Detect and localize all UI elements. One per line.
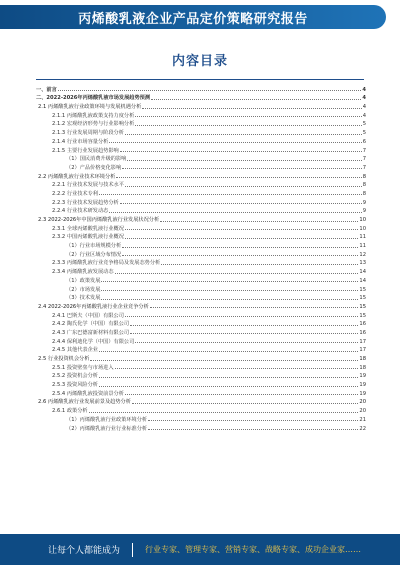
toc-entry[interactable] xyxy=(36,379,366,388)
toc-entry-page: 22 xyxy=(359,425,366,432)
toc-leader-dots xyxy=(101,290,358,291)
toc-entry[interactable] xyxy=(36,258,366,267)
toc-entry-text: 2.5.3 投资风险分析 xyxy=(52,382,98,389)
toc-entry-page: 8 xyxy=(362,182,366,189)
toc-entry[interactable] xyxy=(36,249,366,258)
toc-entry-text: 2.4.5 其他代表企业 xyxy=(52,347,98,354)
toc-entry-text: 2.3 2022-2026年中国丙烯酸乳液行业发展状况分析 xyxy=(38,217,160,223)
toc-entry-page: 19 xyxy=(359,382,366,389)
toc-leader-dots xyxy=(135,116,361,117)
toc-entry-text: 2.3.3 丙烯酸乳液行业竞争格局及发展态势分析 xyxy=(52,260,161,267)
toc-entry[interactable] xyxy=(36,301,366,310)
toc-entry[interactable] xyxy=(36,145,366,154)
toc-leader-dots xyxy=(142,108,361,109)
toc-entry-page: 5 xyxy=(362,121,366,128)
toc-leader-dots xyxy=(125,316,358,317)
toc-leader-dots xyxy=(99,351,358,352)
toc-entry[interactable] xyxy=(36,345,366,354)
toc-entry-page: 7 xyxy=(362,147,366,154)
toc-entry-text: 2.1.5 主要行业发展趋势影响 xyxy=(52,147,119,154)
toc-entry-page: 12 xyxy=(359,251,366,258)
toc-entry-page: 18 xyxy=(359,356,366,362)
toc-entry[interactable] xyxy=(36,405,366,414)
toc-entry[interactable] xyxy=(36,414,366,423)
toc-entry-page: 15 xyxy=(359,295,366,302)
toc-leader-dots xyxy=(148,429,358,430)
toc-entry-page: 10 xyxy=(359,225,366,232)
toc-leader-dots xyxy=(109,212,361,213)
toc-entry-page: 7 xyxy=(362,164,366,171)
toc-leader-dots xyxy=(125,186,362,187)
toc-entry-text: 二、2022-2026年丙烯酸乳液市场发展趋势预测 xyxy=(36,95,151,102)
toc-entry-text: 2.1.4 行业市场容量分析 xyxy=(52,138,109,145)
toc-leader-dots xyxy=(122,255,358,256)
toc-entry-text: （2）市场发展 xyxy=(66,286,101,293)
toc-entry-text: 2.3.4 丙烯酸乳液发展动态 xyxy=(52,269,114,276)
toc-leader-dots xyxy=(130,333,358,334)
toc-entry-text: （1）丙烯酸乳液行业政策环境分析 xyxy=(66,416,148,423)
toc-entry-text: 2.3.2 中国丙烯酸乳液行业概况 xyxy=(52,234,124,241)
toc-entry-text: （2）丙烯酸乳液行业行业标准分析 xyxy=(66,425,148,432)
toc-leader-dots xyxy=(148,420,358,421)
toc-entry-page: 16 xyxy=(359,321,366,328)
toc-entry[interactable] xyxy=(36,127,366,136)
toc-entry-text: 2.4.4 保利迪化学（中国）有限公司 xyxy=(52,338,135,345)
toc-entry-text: 2.5.1 投资壁垒与市场进入 xyxy=(52,364,114,371)
toc-entry[interactable] xyxy=(36,275,366,284)
toc-leader-dots xyxy=(135,125,361,126)
toc-entry-text: 2.1.3 行业发展周期与阶段分析 xyxy=(52,130,124,137)
toc-divider xyxy=(36,79,364,80)
toc-leader-dots xyxy=(120,151,362,152)
toc-entry-text: 2.1.2 宏观经济形势与行业影响分析 xyxy=(52,121,135,128)
toc-entry-text: 2.4.2 陶氏化学（中国）有限公司 xyxy=(52,321,130,328)
toc-entry-page: 4 xyxy=(362,104,366,111)
toc-entry-page: 11 xyxy=(359,234,366,241)
toc-entry-page: 11 xyxy=(359,243,366,250)
toc-entry-page: 9 xyxy=(362,199,366,206)
header xyxy=(0,0,400,36)
toc-leader-dots xyxy=(122,247,358,248)
toc-leader-dots xyxy=(90,360,358,361)
toc-entry[interactable] xyxy=(36,223,366,232)
toc-entry-page: 13 xyxy=(359,260,366,267)
toc-leader-dots xyxy=(130,325,358,326)
toc-leader-dots xyxy=(122,168,362,169)
toc-entry-page: 7 xyxy=(362,156,366,163)
toc-leader-dots xyxy=(109,142,361,143)
toc-entry-text: 2.2 丙烯酸乳液行业技术环境分析 xyxy=(38,173,116,180)
toc-leader-dots xyxy=(116,177,361,178)
toc-entry-text: 2.2.2 行业技术专利 xyxy=(52,190,98,197)
footer-tagline: 行业专家、管理专家、营销专家、战略专家、成功企业家…… xyxy=(145,545,362,554)
toc-entry[interactable] xyxy=(36,293,366,302)
toc-entry-text: 2.5.2 投资机会分析 xyxy=(52,373,98,380)
toc-entry-text: 2.4.1 巴斯夫（中国）有限公司 xyxy=(52,312,124,319)
toc-entry-text: （2）产品价格变化影响 xyxy=(66,164,122,171)
toc-entry[interactable] xyxy=(36,206,366,215)
toc-entry[interactable] xyxy=(36,284,366,293)
footer-divider xyxy=(132,543,133,557)
toc-entry-page: 14 xyxy=(359,269,366,276)
toc-entry-page: 17 xyxy=(359,338,366,345)
toc-entry-page: 4 xyxy=(362,95,366,102)
toc-leader-dots xyxy=(99,377,358,378)
toc-leader-dots xyxy=(132,403,358,404)
toc-leader-dots xyxy=(125,229,358,230)
toc-entry-page: 8 xyxy=(362,190,366,197)
toc-entry[interactable] xyxy=(36,84,366,93)
header-banner xyxy=(0,5,386,29)
report-title: 丙烯酸乳液企业产品定价策略研究报告 xyxy=(78,11,308,27)
toc-entry-text: 2.6.1 政策分析 xyxy=(52,408,88,415)
toc-entry-text: 2.6 丙烯酸乳液行业发展前景及趋势分析 xyxy=(38,399,131,406)
toc-leader-dots xyxy=(115,368,359,369)
toc-entry-page: 15 xyxy=(359,286,366,293)
toc-entry-text: 2.1.1 丙烯酸乳液政策支持力度分析 xyxy=(52,112,135,119)
toc-entry-text: （3）技术发展 xyxy=(66,295,101,302)
toc-entry[interactable] xyxy=(36,310,366,319)
toc-entry[interactable] xyxy=(36,101,366,110)
toc-entry-page: 14 xyxy=(359,277,366,284)
toc-entry[interactable] xyxy=(36,362,366,371)
toc-leader-dots xyxy=(115,273,359,274)
toc-entry-page: 20 xyxy=(359,399,366,406)
toc-leader-dots xyxy=(125,134,362,135)
toc-entry-text: 一、前言 xyxy=(36,86,57,93)
toc-entry[interactable] xyxy=(36,240,366,249)
toc-leader-dots xyxy=(125,238,358,239)
toc-entry-text: 2.4.3 广东巴德富新材料有限公司 xyxy=(52,329,130,336)
toc-entry-page: 8 xyxy=(362,173,366,180)
toc-entry-text: （1）行业市场规模分析 xyxy=(66,243,122,250)
toc-entry-text: 2.5.4 丙烯酸乳液投资前景分析 xyxy=(52,390,124,397)
toc-entry-page: 17 xyxy=(359,347,366,354)
footer-slogan: 让每个人都能成为 xyxy=(48,546,121,556)
toc-entry-page: 15 xyxy=(359,312,366,319)
toc-leader-dots xyxy=(150,307,359,308)
toc-entry[interactable] xyxy=(36,397,366,406)
toc-entry[interactable] xyxy=(36,119,366,128)
toc-entry-page: 18 xyxy=(359,364,366,371)
toc-entry[interactable] xyxy=(36,423,366,432)
toc-entry[interactable] xyxy=(36,353,366,362)
toc-leader-dots xyxy=(89,412,359,413)
toc-entry[interactable] xyxy=(36,371,366,380)
toc-entry[interactable] xyxy=(36,266,366,275)
toc-entry-text: （1）政策发展 xyxy=(66,277,101,284)
toc-entry-page: 4 xyxy=(362,86,366,93)
toc-entry[interactable] xyxy=(36,171,366,180)
toc-entry-text: （1）国民消费升级的影响 xyxy=(66,156,127,163)
toc-entry-text: 2.2.3 行业技术发展趋势分析 xyxy=(52,199,119,206)
toc-entry-text: 2.5 行业投资机会分析 xyxy=(38,356,90,362)
toc-leader-dots xyxy=(135,342,358,343)
toc-leader-dots xyxy=(151,99,361,100)
toc-entry[interactable] xyxy=(36,327,366,336)
toc-entry-text: 2.2.1 行业技术发展与技术水平 xyxy=(52,182,124,189)
toc-entry[interactable] xyxy=(36,180,366,189)
toc-entry-text: 2.2.4 行业技术研发动态 xyxy=(52,208,109,215)
toc-entry[interactable] xyxy=(36,388,366,397)
toc-entry-text: 2.3.1 全球丙烯酸乳液行业概况 xyxy=(52,225,124,232)
toc-entry[interactable] xyxy=(36,232,366,241)
toc-entry[interactable] xyxy=(36,136,366,145)
toc-leader-dots xyxy=(127,160,361,161)
footer xyxy=(0,534,400,565)
toc-entry[interactable] xyxy=(36,162,366,171)
toc-entry[interactable] xyxy=(36,319,366,328)
toc-entry-page: 6 xyxy=(362,138,366,145)
toc-entry-page: 4 xyxy=(362,112,366,119)
toc-entry[interactable] xyxy=(36,93,366,102)
toc-leader-dots xyxy=(161,264,358,265)
toc-entry-page: 10 xyxy=(359,217,366,223)
toc-entry-page: 19 xyxy=(359,373,366,380)
table-of-contents xyxy=(36,84,366,432)
toc-leader-dots xyxy=(99,386,358,387)
toc-entry-text: 2.4 2022-2026年丙烯酸乳液行业企业竞争分析 xyxy=(38,303,149,310)
toc-entry[interactable] xyxy=(36,197,366,206)
toc-leader-dots xyxy=(101,299,358,300)
toc-entry-text: 2.1 丙烯酸乳液行业政策环境与发展机遇分析 xyxy=(38,104,142,111)
toc-leader-dots xyxy=(125,394,358,395)
toc-entry-page: 15 xyxy=(359,303,366,310)
toc-title: 内容目录 xyxy=(171,54,228,69)
toc-leader-dots xyxy=(160,221,358,222)
toc-entry-page: 21 xyxy=(359,416,366,423)
toc-entry-page: 9 xyxy=(362,208,366,215)
toc-entry-page: 5 xyxy=(362,130,366,137)
toc-leader-dots xyxy=(58,90,362,91)
toc-entry-text: （2）行业区域分布情况 xyxy=(66,251,122,258)
toc-entry-page: 19 xyxy=(359,390,366,397)
toc-leader-dots xyxy=(120,203,362,204)
toc-entry-page: 20 xyxy=(359,408,366,415)
toc-entry[interactable] xyxy=(36,188,366,197)
toc-entry[interactable] xyxy=(36,154,366,163)
toc-leader-dots xyxy=(99,194,362,195)
toc-entry-page: 16 xyxy=(359,329,366,336)
toc-entry[interactable] xyxy=(36,214,366,223)
toc-entry[interactable] xyxy=(36,336,366,345)
toc-leader-dots xyxy=(101,281,358,282)
toc-entry[interactable] xyxy=(36,110,366,119)
